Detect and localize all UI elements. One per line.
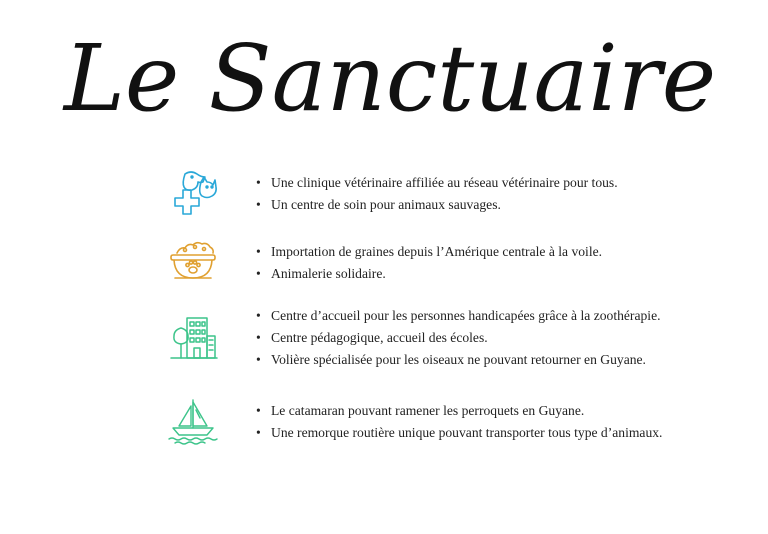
pet-food-bowl-icon	[162, 236, 224, 290]
page-title	[63, 2, 717, 152]
bullet-list	[256, 400, 662, 444]
list-item: • Une clinique vétérinaire affiliée au réseau vétérinaire pour tous.	[256, 172, 618, 194]
vet-clinic-icon	[162, 167, 224, 221]
page-title-text: Le Sanctuaire	[63, 25, 717, 132]
list-item: • Centre pédagogique, accueil des écoles.	[256, 327, 661, 349]
list-item: • Un centre de soin pour animaux sauvages.	[256, 194, 618, 216]
section-transport	[162, 395, 752, 449]
list-item: • Le catamaran pouvant ramener les perroquets en Guyane.	[256, 400, 662, 422]
bullet-list	[256, 241, 602, 285]
sailboat-icon	[162, 395, 224, 449]
section-vet-clinic	[162, 167, 752, 221]
building-icon	[162, 311, 224, 365]
bullet-list	[256, 305, 661, 371]
list-item: • Importation de graines depuis l’Amérique centrale à la voile.	[256, 241, 602, 263]
section-pet-food	[162, 236, 752, 290]
section-accueil	[162, 305, 752, 371]
list-item: • Centre d’accueil pour les personnes handicapées grâce à la zoothérapie.	[256, 305, 661, 327]
list-item: • Volière spécialisée pour les oiseaux ne pouvant retourner en Guyane.	[256, 349, 661, 371]
list-item: • Une remorque routière unique pouvant transporter tous type d’animaux.	[256, 422, 662, 444]
bullet-list	[256, 172, 618, 216]
list-item: • Animalerie solidaire.	[256, 263, 602, 285]
